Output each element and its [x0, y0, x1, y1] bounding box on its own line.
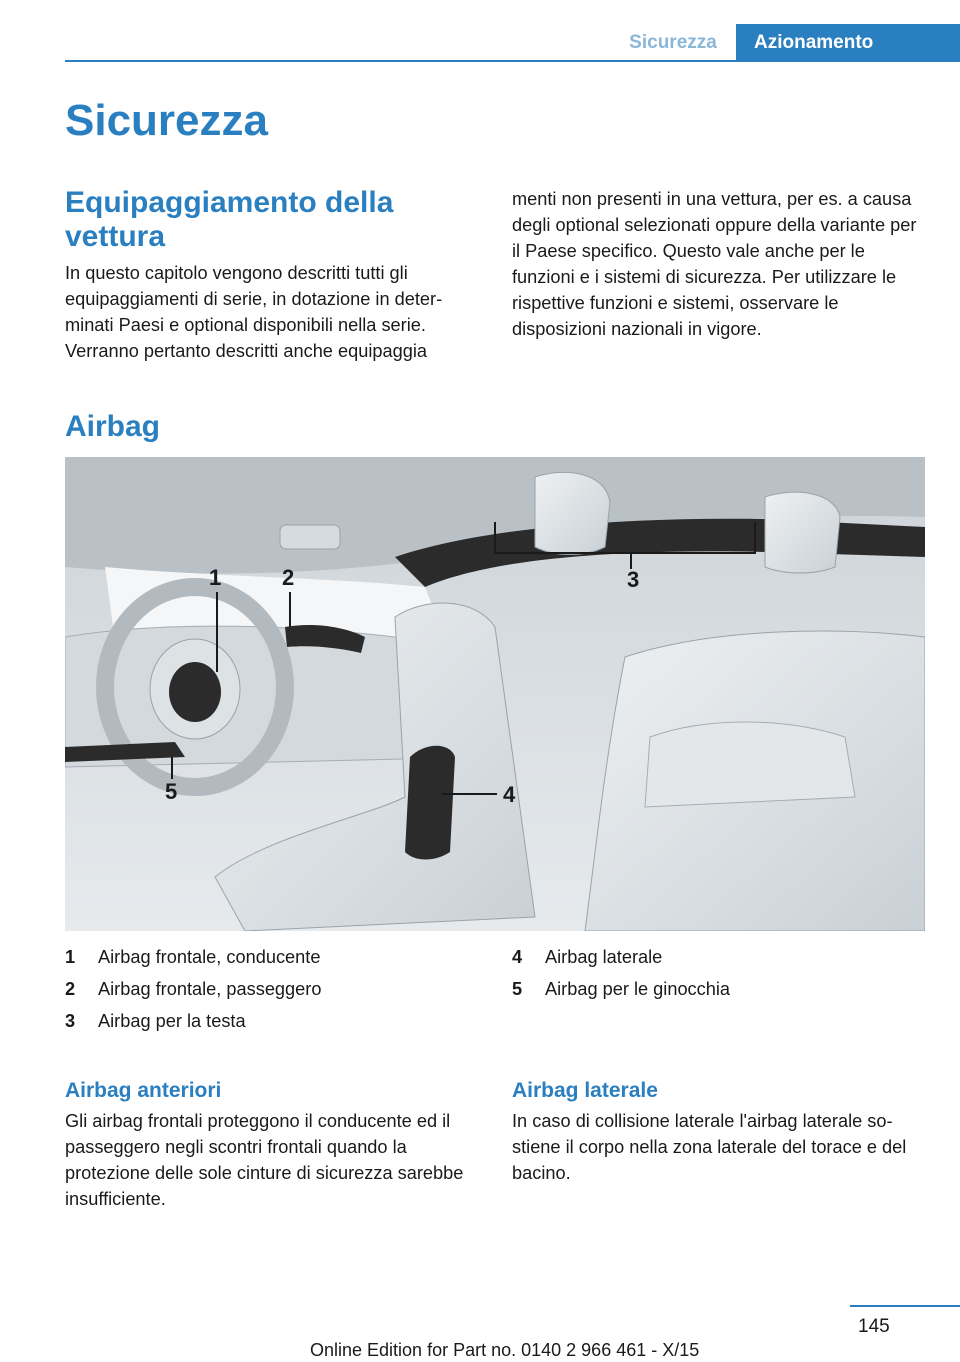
- page-number: 145: [858, 1316, 890, 1337]
- legend-number: 3: [65, 1011, 76, 1031]
- section-heading-equipment: Equipaggiamento della vettura: [65, 186, 394, 253]
- subheading-front-airbags: Airbag anteriori: [65, 1079, 222, 1102]
- callout-5: 5: [165, 779, 178, 804]
- airbag-illustration: [65, 457, 925, 931]
- callout-2: 2: [282, 565, 295, 590]
- front-airbags-text: Gli airbag frontali proteggono il conducente ed il passeggero negli scontri frontali quando la protezione delle sole cinture di sicurezza sarebbe insufficiente.: [65, 1111, 464, 1209]
- legend-label: Airbag per la testa: [98, 1011, 246, 1031]
- legend-number: 4: [512, 947, 523, 967]
- page-header: [0, 0, 960, 62]
- callout-4: 4: [503, 782, 516, 807]
- car-interior-drawing: [65, 457, 925, 931]
- footer-edition: Online Edition for Part no. 0140 2 966 461 - X/15: [310, 1340, 700, 1360]
- tab-sicurezza[interactable]: Sicurezza: [629, 32, 717, 53]
- page-title: Sicurezza: [65, 96, 268, 145]
- callout-3: 3: [627, 567, 640, 592]
- subheading-side-airbag: Airbag laterale: [512, 1079, 658, 1102]
- driver-airbag-marker: [169, 662, 221, 722]
- equipment-text-col2: menti non presenti in una vettura, per es. a causa degli optional selezionati oppure della variante per il Paese specifico. Questo vale anche per le funzioni e i sistemi di sicurezza. Per utilizzare le rispettive funzioni e sistemi, osservare le disposizioni nazionali in vigore.: [512, 189, 917, 339]
- legend-number: 2: [65, 979, 76, 999]
- legend-number: 5: [512, 979, 523, 999]
- tab-azionamento[interactable]: Azionamento: [736, 24, 960, 62]
- legend-number: 1: [65, 947, 76, 967]
- header-rule: [65, 60, 960, 62]
- side-airbag-text: In caso di collisione laterale l'airbag laterale sostiene il corpo nella zona laterale del torace e del bacino.: [512, 1111, 907, 1183]
- legend-label: Airbag frontale, conducente: [98, 947, 321, 967]
- side-airbag-marker: [405, 746, 455, 860]
- legend-label: Airbag per le ginocchia: [545, 979, 731, 999]
- equipment-text-col1: In questo capitolo vengono descritti tutti gli equipaggiamenti di serie, in dotazione in determinati Paesi e optional disponibili nella serie. Verranno pertanto descritti anche equipaggia: [65, 263, 443, 361]
- callout-1: 1: [209, 565, 222, 590]
- section-heading-airbag: Airbag: [65, 410, 161, 443]
- legend-label: Airbag frontale, passeggero: [98, 979, 322, 999]
- footer-rule: [850, 1305, 960, 1307]
- legend-label: Airbag laterale: [545, 947, 663, 967]
